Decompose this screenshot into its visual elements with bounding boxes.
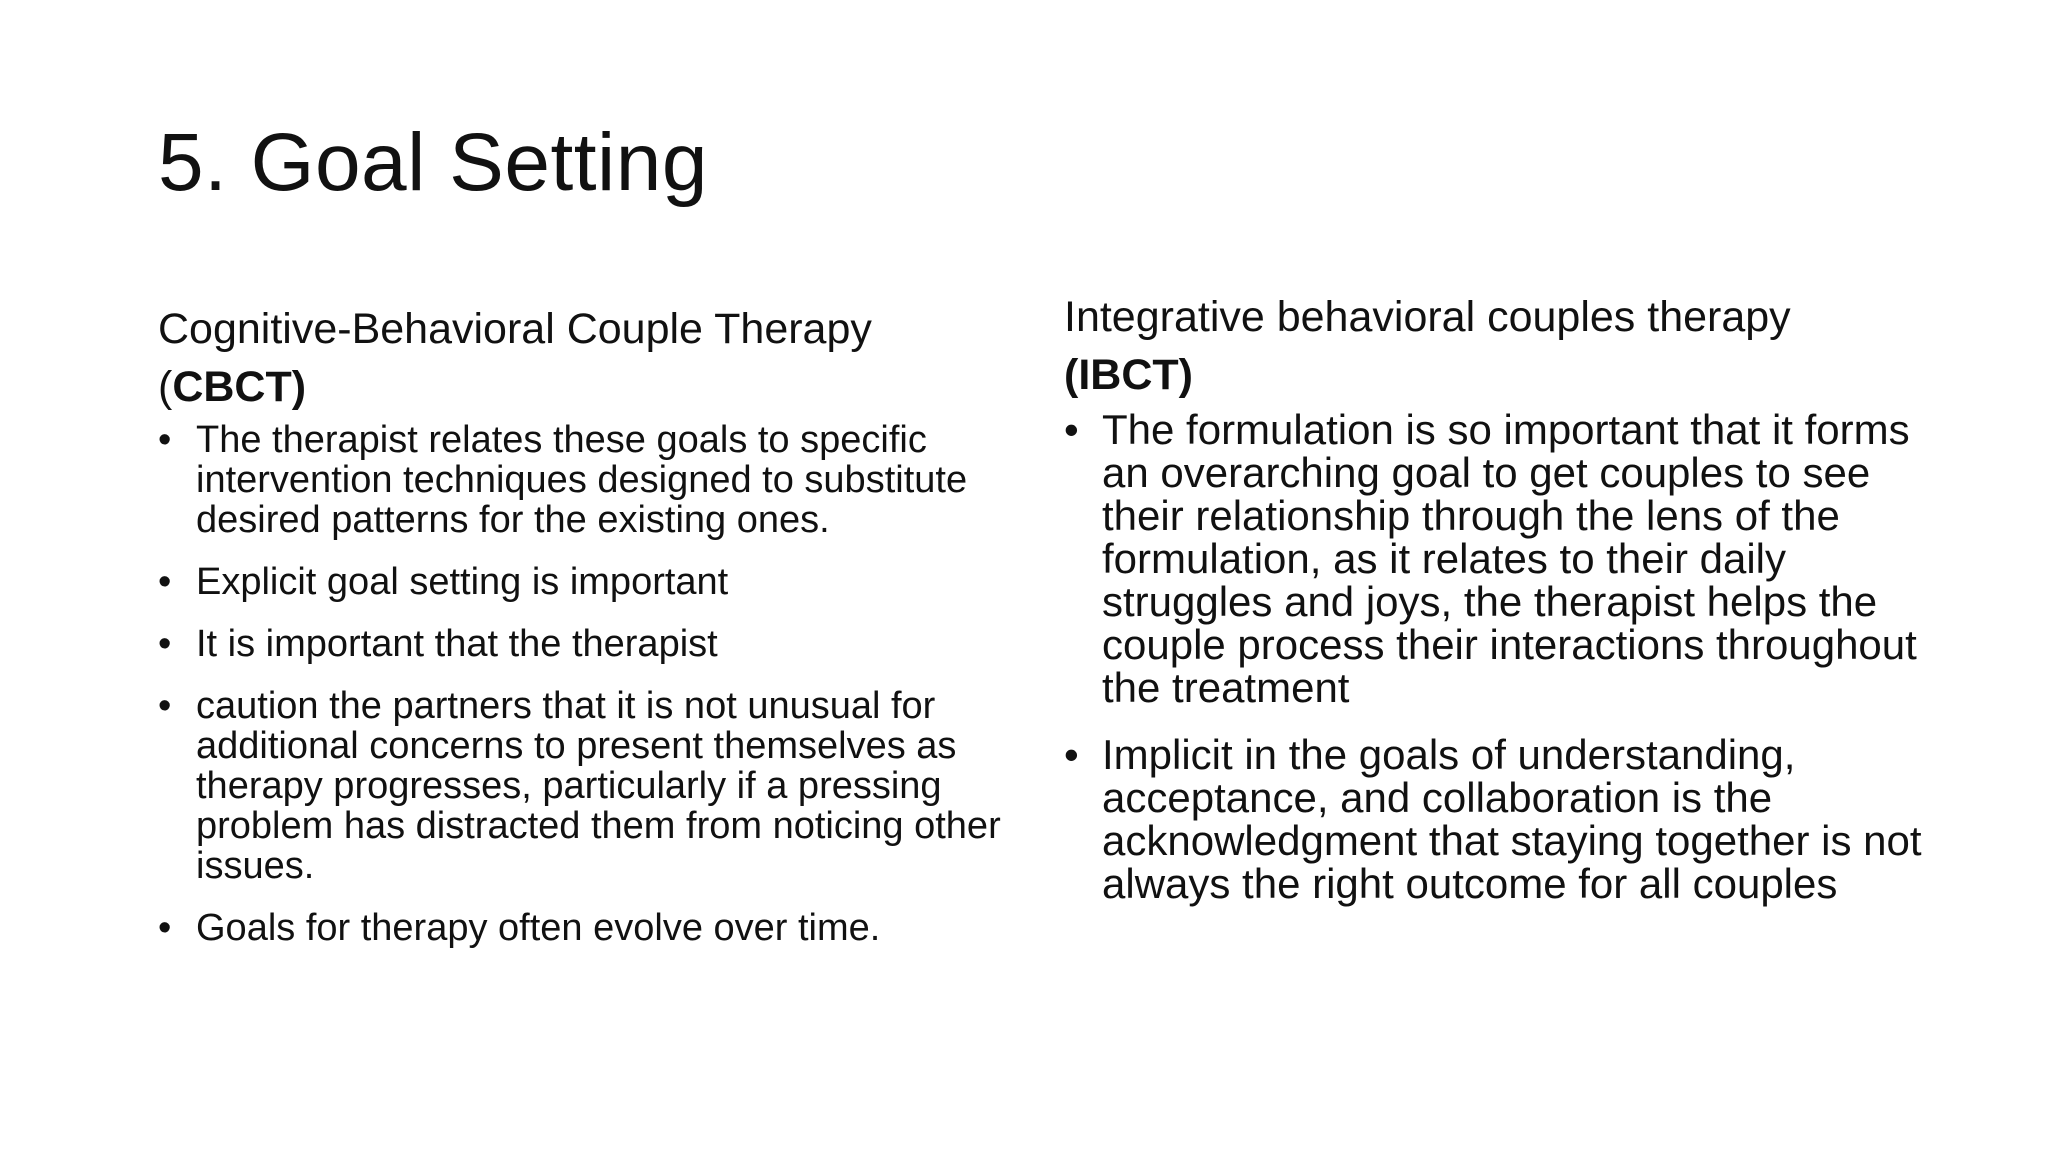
list-item-text: The therapist relates these goals to specific intervention techniques designed to substitute desired patterns for the existing ones. [196,419,968,541]
list-item-text: Goals for therapy often evolve over time. [196,907,881,949]
bullet-icon: • [1064,406,1079,453]
list-item-text: caution the partners that it is not unusual for additional concerns to present themselves as therapy progresses, particularly if a pressing problem has distracted them from noticing other issues. [196,685,1001,887]
list-item [158,562,1028,602]
bullet-icon: • [158,419,172,461]
ibct-column [1064,288,1924,929]
ibct-heading [1064,288,1924,404]
list-item-text: It is important that the therapist [196,623,718,665]
bullet-icon: • [158,561,172,603]
list-item [1064,408,1924,709]
list-item-text: Implicit in the goals of understanding, acceptance, and collaboration is the acknowledgment that staying together is not always the right outcome for all couples [1102,731,1922,907]
list-item-text: Explicit goal setting is important [196,561,729,603]
ibct-heading-abbrev: (IBCT) [1064,351,1193,399]
ibct-bullet-list [1064,408,1924,905]
bullet-icon: • [1064,731,1079,778]
cbct-heading-paren: ( [158,363,173,411]
bullet-icon: • [158,907,172,949]
cbct-column [158,300,1028,970]
slide-title: 5. Goal Setting [158,117,708,208]
cbct-bullet-list [158,420,1028,948]
list-item [1064,733,1924,905]
list-item-text: The formulation is so important that it forms an overarching goal to get couples to see their relationship through the lens of the formulation, as it relates to their daily struggles and joys, the therapist helps the couple process their interactions throughout the treatment [1102,406,1917,711]
list-item [158,908,1028,948]
list-item [158,686,1028,886]
list-item [158,420,1028,540]
list-item [158,624,1028,664]
bullet-icon: • [158,685,172,727]
bullet-icon: • [158,623,172,665]
cbct-heading [158,300,1028,416]
cbct-heading-line1: Cognitive-Behavioral Couple Therapy [158,305,872,353]
cbct-heading-abbrev: CBCT) [172,363,307,411]
ibct-heading-line1: Integrative behavioral couples therapy [1064,293,1791,341]
